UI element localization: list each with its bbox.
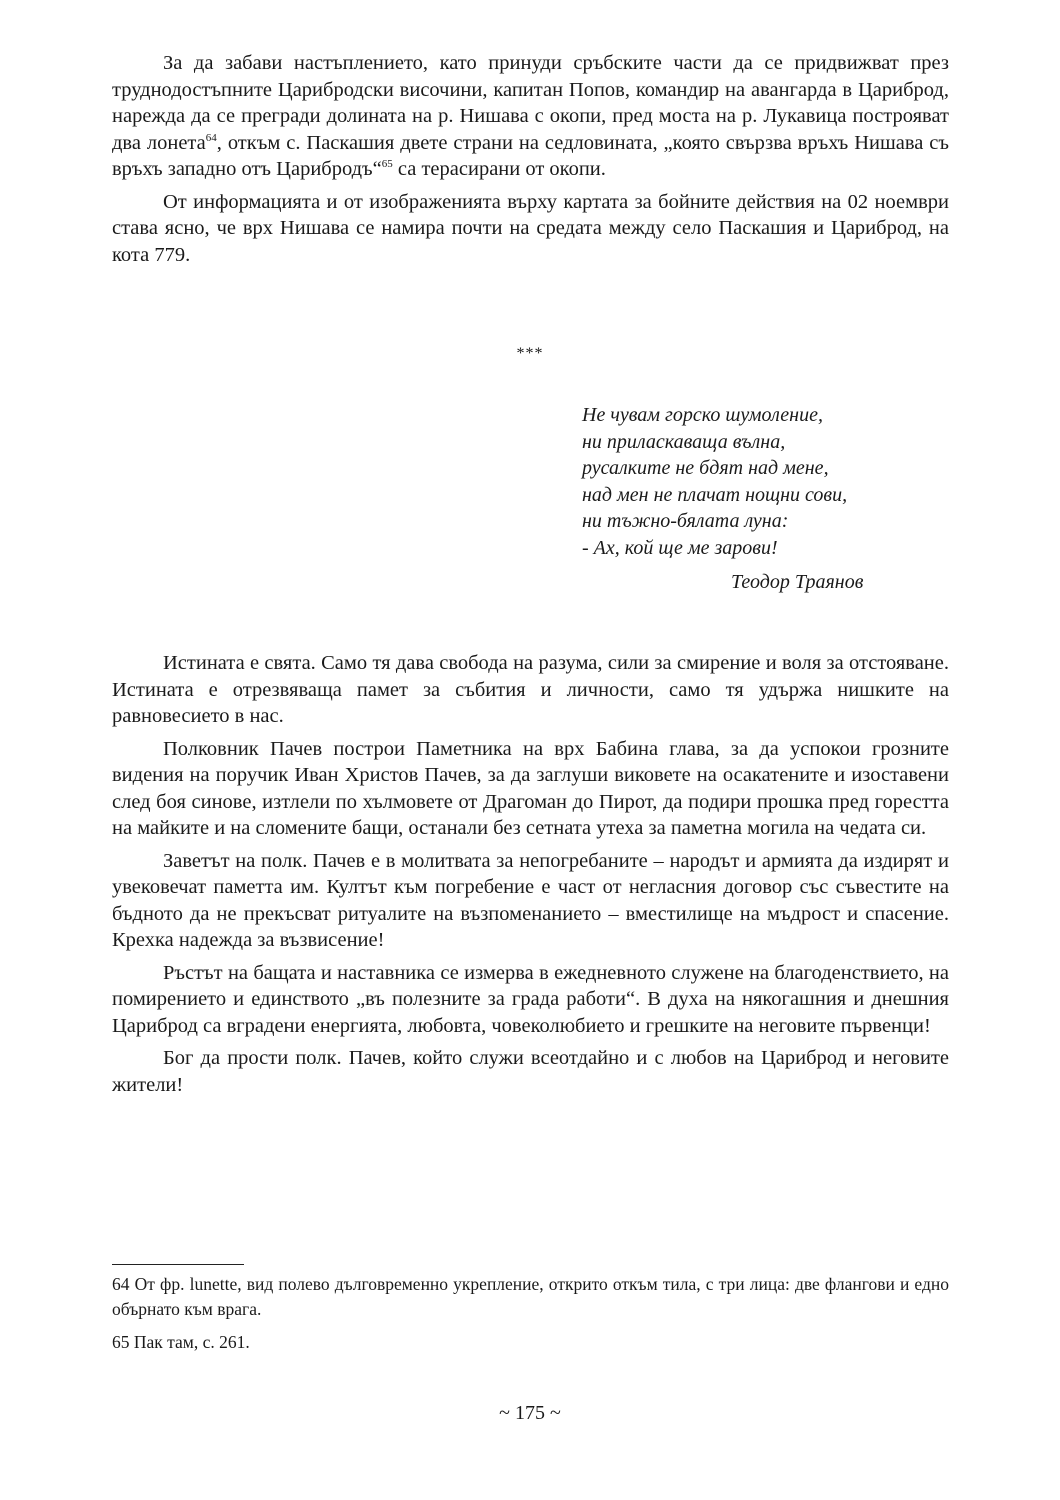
poem-line: - Ах, кой ще ме зарови! <box>582 536 778 559</box>
top-text-block <box>112 50 949 274</box>
footnotes <box>112 1272 949 1363</box>
paragraph-5: Заветът на полк. Пачев е в молитвата за непогребаните – народът и армията да издирят и увековечат паметта им. Култът към погребение е част от негласния договор със съвестите на бъдното да не прекъсват ритуалите на възпоменанието – вместилище на мъдрост и спасение. Крехка надежда за възвисение! <box>112 849 949 951</box>
paragraph-7: Бог да прости полк. Пачев, който служи всеотдайно и с любов на Цариброд и неговите жители! <box>112 1047 949 1096</box>
poem-line: ни тъжно-бялата луна: <box>582 510 789 532</box>
footnote-64: 64 От фр. lunette, вид полево дълговременно укрепление, открито откъм тила, с три лица: две флангови и едно обърнато към врага. <box>112 1274 949 1319</box>
bottom-text-block <box>112 650 949 1104</box>
footnote-ref-64[interactable]: 64 <box>205 131 217 144</box>
poem-epigraph <box>582 402 847 561</box>
poem-line: ни приласкаваща вълна, <box>582 430 786 453</box>
page-number: ~ 175 ~ <box>499 1402 561 1424</box>
paragraph-3: Истината е свята. Само тя дава свобода на разума, сили за смирение и воля за отстояване. Истината е отрезвяваща памет за събития и личности, само тя удържа нишките на равновесието в нас. <box>112 652 949 727</box>
paragraph-6: Ръстът на бащата и наставника се измерва в ежедневното служене на благоденствието, на помирението и единството „въ полезните за града работи“. В духа на някогашния и днешния Цариброд са вградени енергията, любовта, човеколюбието и грешките на неговите първенци! <box>112 961 949 1037</box>
poem-line: русалките не бдят над мене, <box>582 457 829 479</box>
footnote-ref-65[interactable]: 65 <box>381 158 393 171</box>
poem-line: над мен не плачат нощни сови, <box>582 483 848 506</box>
poem-author: Теодор Траянов <box>731 571 864 593</box>
section-separator: *** <box>516 345 544 362</box>
poem-line: Не чувам горско шумоление, <box>582 404 823 426</box>
paragraph-2: От информацията и от изображенията върху картата за бойните действия на 02 ноември става ясно, че врх Нишава се намира почти на средата между село Паскашия и Цариброд, на кота 779. <box>112 190 949 266</box>
footnote-divider <box>112 1264 244 1265</box>
footnote-65: 65 Пак там, с. 261. <box>112 1332 250 1352</box>
paragraph-1: За да забави настъплението, като принуди сръбските части да се придвижват през труднодостъпните Царибродски височини, капитан Попов, командир на авангарда в Цариброд, нарежда да се прегради долината на р. Нишава с окопи, пред моста на р. Лукавица построяват два лонета$^{64}$, откъм с. Паскашия двете страни на седловината, „която свързва връхъ Нишава съ връхъ западно отъ Царибродъ“$^{65}$ са терасирани от окопи. <box>112 52 950 180</box>
paragraph-4: Полковник Пачев построи Паметника на врх Бабина глава, за да успокои грозните видения на поручик Иван Христов Пачев, за да заглуши виковете на осакатените и изоставени след боя синове, изтлели по хълмовете от Драгоман до Пирот, да подири прошка пред горестта на майките и на сломените бащи, останали без сетната утеха за паметна могила на чедата си. <box>112 737 949 839</box>
